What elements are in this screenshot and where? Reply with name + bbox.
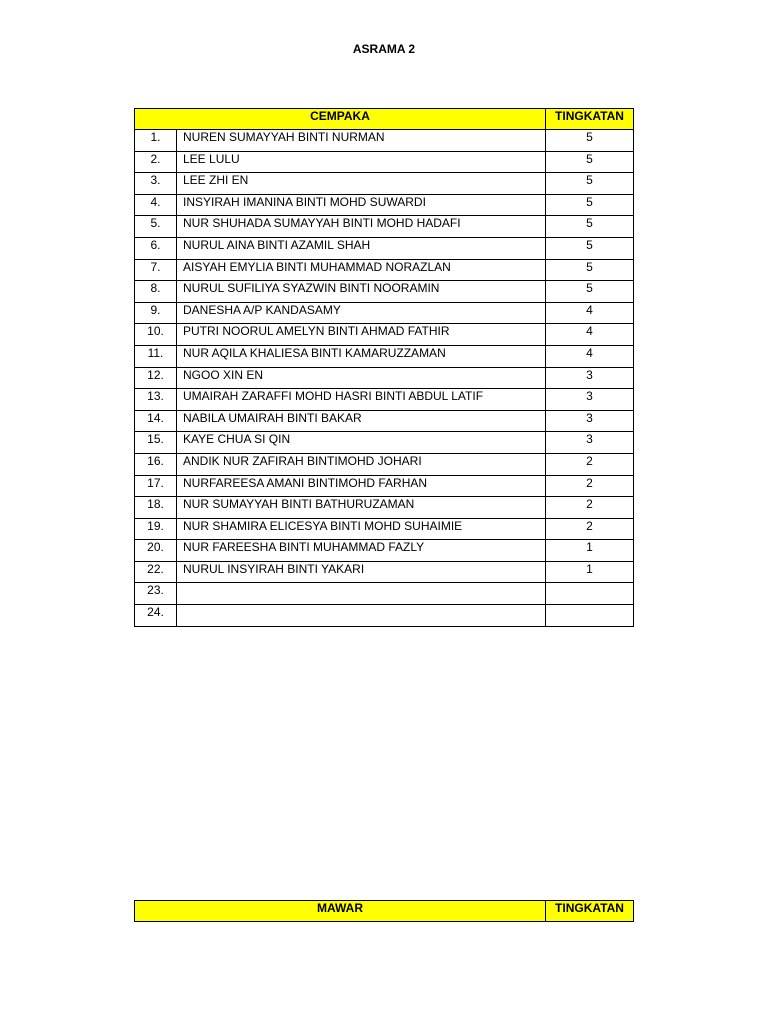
student-name: NUR FAREESHA BINTI MUHAMMAD FAZLY <box>177 540 546 562</box>
table-row <box>135 324 634 346</box>
student-level: 5 <box>546 259 634 281</box>
student-level: 3 <box>546 389 634 411</box>
student-level: 4 <box>546 345 634 367</box>
mawar-table <box>134 900 634 922</box>
student-level: 2 <box>546 453 634 475</box>
student-level: 5 <box>546 130 634 152</box>
row-number: 16. <box>135 453 177 475</box>
row-number: 5. <box>135 216 177 238</box>
student-level: 5 <box>546 194 634 216</box>
mawar-header-row <box>135 901 634 922</box>
student-name: DANESHA A/P KANDASAMY <box>177 302 546 324</box>
student-level <box>546 605 634 627</box>
table-row <box>135 237 634 259</box>
cempaka-header: CEMPAKA <box>135 109 546 130</box>
student-level: 5 <box>546 173 634 195</box>
row-number: 18. <box>135 497 177 519</box>
student-name: UMAIRAH ZARAFFI MOHD HASRI BINTI ABDUL LATIF <box>177 389 546 411</box>
row-number: 14. <box>135 410 177 432</box>
cempaka-header-row <box>135 109 634 130</box>
student-name: INSYIRAH IMANINA BINTI MOHD SUWARDI <box>177 194 546 216</box>
student-name: AISYAH EMYLIA BINTI MUHAMMAD NORAZLAN <box>177 259 546 281</box>
student-level: 3 <box>546 432 634 454</box>
table-row <box>135 475 634 497</box>
table-row <box>135 605 634 627</box>
student-level: 5 <box>546 281 634 303</box>
student-level: 2 <box>546 518 634 540</box>
table-row <box>135 497 634 519</box>
table-row <box>135 173 634 195</box>
row-number: 20. <box>135 540 177 562</box>
table-row <box>135 259 634 281</box>
student-name: NURFAREESA AMANI BINTIMOHD FARHAN <box>177 475 546 497</box>
row-number: 13. <box>135 389 177 411</box>
row-number: 15. <box>135 432 177 454</box>
student-name: NUR AQILA KHALIESA BINTI KAMARUZZAMAN <box>177 345 546 367</box>
table-row <box>135 583 634 605</box>
student-name: NUR SHAMIRA ELICESYA BINTI MOHD SUHAIMIE <box>177 518 546 540</box>
student-name: LEE LULU <box>177 151 546 173</box>
student-name: KAYE CHUA SI QIN <box>177 432 546 454</box>
row-number: 17. <box>135 475 177 497</box>
page-title: ASRAMA 2 <box>352 42 416 56</box>
row-number: 6. <box>135 237 177 259</box>
student-name <box>177 583 546 605</box>
row-number: 3. <box>135 173 177 195</box>
table-row <box>135 216 634 238</box>
table-row <box>135 453 634 475</box>
table-row <box>135 130 634 152</box>
student-level: 2 <box>546 475 634 497</box>
table-row <box>135 345 634 367</box>
student-name: NUR SUMAYYAH BINTI BATHURUZAMAN <box>177 497 546 519</box>
row-number: 22. <box>135 561 177 583</box>
mawar-header: MAWAR <box>135 901 546 922</box>
row-number: 9. <box>135 302 177 324</box>
student-level: 5 <box>546 151 634 173</box>
table-row <box>135 151 634 173</box>
table-row <box>135 281 634 303</box>
row-number: 24. <box>135 605 177 627</box>
student-name: NUREN SUMAYYAH BINTI NURMAN <box>177 130 546 152</box>
student-level <box>546 583 634 605</box>
table-row <box>135 194 634 216</box>
table-row <box>135 367 634 389</box>
student-name: ANDIK NUR ZAFIRAH BINTIMOHD JOHARI <box>177 453 546 475</box>
student-name: NGOO XIN EN <box>177 367 546 389</box>
student-level: 1 <box>546 561 634 583</box>
table-row <box>135 518 634 540</box>
row-number: 2. <box>135 151 177 173</box>
table-row <box>135 410 634 432</box>
table-row <box>135 389 634 411</box>
student-level: 1 <box>546 540 634 562</box>
row-number: 4. <box>135 194 177 216</box>
student-name: NURUL INSYIRAH BINTI YAKARI <box>177 561 546 583</box>
student-level: 3 <box>546 367 634 389</box>
row-number: 11. <box>135 345 177 367</box>
student-name: NURUL AINA BINTI AZAMIL SHAH <box>177 237 546 259</box>
table-row <box>135 561 634 583</box>
mawar-level-header: TINGKATAN <box>546 901 634 922</box>
student-level: 2 <box>546 497 634 519</box>
student-level: 3 <box>546 410 634 432</box>
row-number: 19. <box>135 518 177 540</box>
student-level: 5 <box>546 216 634 238</box>
row-number: 7. <box>135 259 177 281</box>
student-level: 4 <box>546 324 634 346</box>
student-level: 4 <box>546 302 634 324</box>
row-number: 1. <box>135 130 177 152</box>
row-number: 12. <box>135 367 177 389</box>
student-level: 5 <box>546 237 634 259</box>
table-row <box>135 432 634 454</box>
student-name <box>177 605 546 627</box>
cempaka-table <box>134 108 634 627</box>
student-name: NURUL SUFILIYA SYAZWIN BINTI NOORAMIN <box>177 281 546 303</box>
student-name: NABILA UMAIRAH BINTI BAKAR <box>177 410 546 432</box>
student-name: NUR SHUHADA SUMAYYAH BINTI MOHD HADAFI <box>177 216 546 238</box>
row-number: 10. <box>135 324 177 346</box>
table-row <box>135 540 634 562</box>
student-name: PUTRI NOORUL AMELYN BINTI AHMAD FATHIR <box>177 324 546 346</box>
cempaka-level-header: TINGKATAN <box>546 109 634 130</box>
student-name: LEE ZHI EN <box>177 173 546 195</box>
row-number: 8. <box>135 281 177 303</box>
row-number: 23. <box>135 583 177 605</box>
table-row <box>135 302 634 324</box>
